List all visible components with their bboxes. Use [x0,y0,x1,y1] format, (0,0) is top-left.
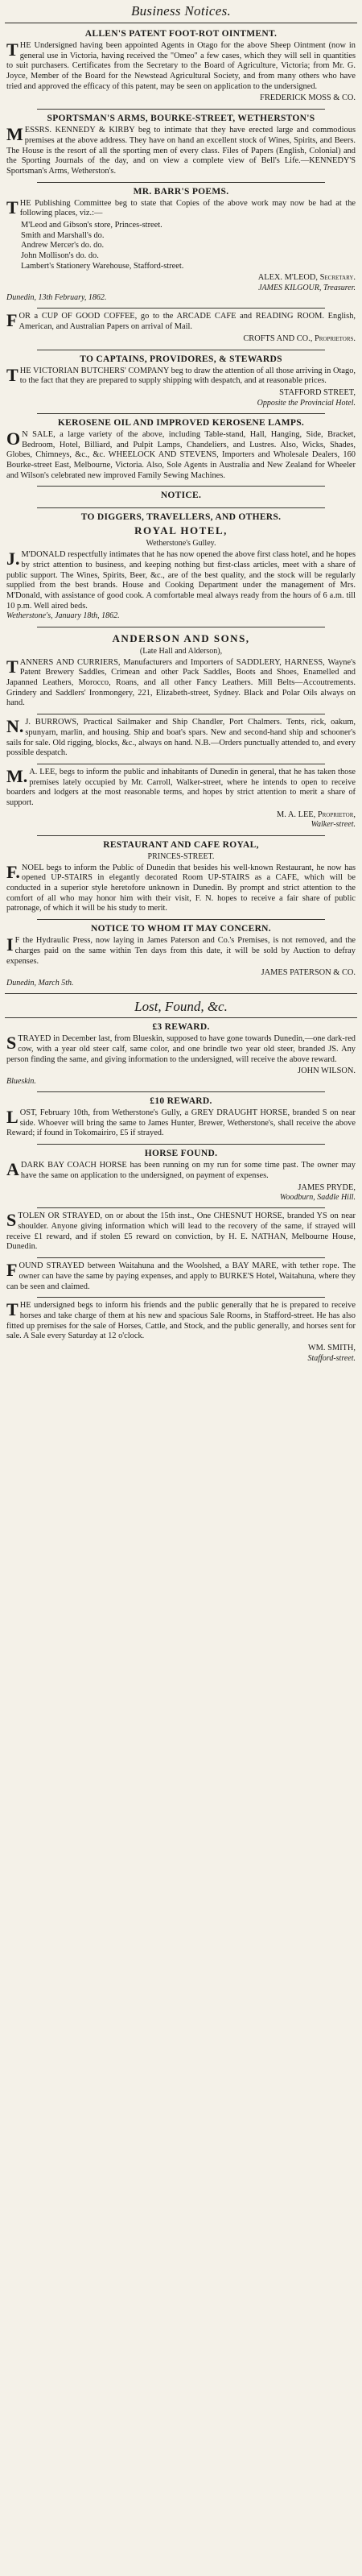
list-item: M'Leod and Gibson's store, Princes-street. [21,220,162,230]
lost-found-header: Lost, Found, &c. [134,999,228,1015]
ad-dateline: Blueskin. [6,1076,36,1086]
ad-heading: £3 REWARD. [152,1022,210,1033]
ad-body: ADARK BAY COACH HORSE has been running on my run for some time past. The owner may have the same on application to the undersigned, on payment of expenses. [6,1159,356,1180]
ad-body: LOST, February 10th, from Wetherstone's Gully, a GREY DRAUGHT HORSE, branded S on near side. Whoever will bring the same to James Hunter, Brewer, Wetherstone's, shall receive the above Reward; if found in Tokomairiro, £5 if strayed. [6,1107,356,1138]
ad-5 [5,352,357,412]
ad-signature: WM. SMITH, [307,1343,356,1352]
section-rule [5,1017,357,1018]
ad-heading: ALLEN'S PATENT FOOT-ROT OINTMENT. [84,29,278,39]
ad-divider [37,1257,325,1258]
ad-heading: £10 REWARD. [150,1096,212,1107]
ad-body: F.NOEL begs to inform the Public of Dunedin that besides his well-known Restaurant, he now has opened UP-STAIRS in elegantly decorated Room UP-STAIRS as a CAFE, which will be conducted in a superior style heretofore unknown in Dunedin. By prompt and strict attention to the comfort of all who may honor him with their visit, F. N. hopes to receive a fair share of public patronage, of which it will be his study to merit. [6,861,356,913]
ad-heading: TO DIGGERS, TRAVELLERS, AND OTHERS. [80,512,282,523]
ad-heading: RESTAURANT AND CAFE ROYAL, [103,839,259,850]
ad-title: ROYAL HOTEL, [134,524,228,537]
ad-9 [5,629,357,712]
ad-7 [5,488,357,506]
ad-2 [5,111,357,180]
ad-signature-line: Woodburn, Saddle Hill. [279,1193,356,1203]
ad-8 [5,510,357,624]
ad-divider [37,1207,325,1208]
ad-divider [37,1297,325,1298]
lost-ad-6 [5,1299,357,1367]
lost-ad-4 [5,1210,357,1256]
ad-divider [37,308,325,309]
ad-body: THE Undersigned having been appointed Agents in Otago for the above Sheep Ointment (now in general use in Victoria, having received the "Omeo" a few cases, which they will sell in quantities to suit purchasers. Certificates from the Secretary to the Board of Agriculture, Victoria; from Mr. G. Joyce, Member of the Board for the Newstead Agricultural Society, and from many others who have tried and approved the efficacy of this patent, may be seen on application to the undersigned. [6,39,356,91]
ad-signature: JAMES PRYDE, [298,1182,356,1192]
ad-heading: HORSE FOUND. [144,1149,218,1159]
ad-subheading: PRINCES-STREET. [147,851,215,861]
ad-3 [5,184,357,307]
ad-heading: KEROSENE OIL AND IMPROVED KEROSENE LAMPS. [57,417,305,428]
ad-body: THE Publishing Committee beg to state that Copies of the above work may now be had at the following places, viz.:— [6,197,356,218]
lost-found-column [5,1020,357,1367]
section-rule [5,993,357,994]
ad-divider [37,507,325,508]
ad-body: STOLEN OR STRAYED, on or about the 15th inst., One CHESNUT HORSE, branded YS on near shoulder. Anyone giving information which will lead to the recovery of the same, if strayed will receive £1 reward, and if stolen £5 reward on conviction, by H. E. NATHAN, Melbourne House, Dunedin. [6,1210,356,1252]
ad-heading: NOTICE. [160,491,202,501]
ad-11 [5,766,357,834]
ad-dateline: Wetherstone's, January 18th, 1862. [6,611,120,621]
list-item: Lambert's Stationery Warehouse, Stafford-street. [21,261,184,271]
ad-body: N.J. BURROWS, Practical Sailmaker and Ship Chandler, Port Chalmers. Tents, rick, oakum, spunyarn, marlin, and housing. Ship and boat's spars. New and second-hand ship and schooner's sails for sale. Old rigging, blocks, &c., always on hand. N.B.—Orders punctually attended to, and every possible despatch. [6,716,356,758]
ad-heading: TO CAPTAINS, PROVIDORES, & STEWARDS [80,354,282,364]
ad-subheading: (Late Hall and Alderson), [139,646,223,656]
ad-divider [37,1144,325,1145]
ad-signature-line: Opposite the Provincial Hotel. [257,398,356,408]
ad-dateline: Dunedin, 13th February, 1862. [6,293,107,303]
ad-divider [37,109,325,110]
list-item: John Mollison's do. do. [21,251,99,261]
ad-12 [5,838,357,918]
ad-4 [5,310,357,347]
ad-signature-line: JAMES KILGOUR, Treasurer. [258,284,356,293]
ad-signature: JOHN WILSON. [298,1066,356,1076]
ad-divider [37,182,325,183]
ad-divider [37,413,325,414]
lost-ad-2 [5,1094,357,1142]
ad-body: ON SALE, a large variety of the above, including Table-stand, Hall, Hanging, Side, Bracket, Bedroom, Hotel, Billiard, and Pulpit Lamps, Chandeliers, and Lustres. Also, Wicks, Shades, Globes, Chimneys, &c., &c. WHEELOCK AND STEVENS, Importers and Wholesale Dealers, 160 Bourke-street East, Melbourne, Victoria. Also, Sole Agents in Australia and New Zealand for Wheeler and Wilson's celebrated new improved Family Sewing Machines. [6,428,356,480]
ad-signature: STAFFORD STREET, [279,387,356,397]
ad-body: IF the Hydraulic Press, now laying in James Paterson and Co.'s Premises, is not removed, and the charges paid on the same within Ten days from this date, it will be sold by Auction to defray expenses. [6,934,356,966]
ad-outlet-list [21,221,356,271]
ad-divider [37,1091,325,1092]
ad-body: J.M'DONALD respectfully intimates that he has now opened the above first class hotel, and he hopes by strict attention to business, and keeping nothing but first-class articles, meet with a share of public support. The Wines, Spirits, Beer, &c., are of the best quality, and the stock will be regularly supplied from the best brands. House and Cooking Department under the management of Mrs. M'Donald, with assistance of good cook. A comfortable meal always ready from the hours of 6 a.m. till 10 p.m. Well aired beds. [6,549,356,611]
ad-divider [37,486,325,487]
ad-title: ANDERSON AND SONS, [112,632,250,644]
ad-signature: M. A. LEE, Proprietor, [277,810,356,819]
lost-ad-1 [5,1020,357,1090]
ad-dateline: Dunedin, March 5th. [6,978,74,988]
ad-body: STRAYED in December last, from Blueskin, supposed to have gone towards Dunedin,—one dark-red cow, with a year old steer calf, same color, and one brindle two year old steer, branded JS. Any person finding the same, and giving information to the undersigned, will receive the above reward. [6,1033,356,1064]
ad-body: THE undersigned begs to inform his friends and the public generally that he is prepared to receive horses and take charge of them at his new and spacious Sale Rooms, in Stafford-street. He has also fitted up premises for the sale of Horses, Cattle, and Stock, and the public generally, and horses sent for sale. A Sale every Saturday at 12 o'clock. [6,1299,356,1341]
ad-signature-line: Stafford-street. [307,1353,356,1363]
ad-signature: ALEX. M'LEOD, Secretary. [257,273,356,283]
ad-body: MESSRS. KENNEDY & KIRBY beg to intimate that they have erected large and commodious premises at the above address. They have on hand an excellent stock of Wines, Spirits, and Beers. The House is the resort of all the sporting men of every class. Files of Papers (English, Colonial) and the Sporting Journals of the day, and on view a complete view of Bell's Life.—KENNEDY'S Sportsman's Arms, Wetherston's. [6,124,356,176]
ad-1 [5,27,357,107]
ad-signature: JAMES PATERSON & CO. [261,968,356,978]
lost-ad-5 [5,1260,357,1295]
ad-heading: MR. BARR'S POEMS. [133,186,229,197]
page-masthead: Business Notices. [130,3,232,19]
ad-divider [37,835,325,836]
ad-signature-line: Walker-street. [311,820,356,830]
list-item: Smith and Marshall's do. [21,230,105,240]
list-item: Andrew Mercer's do. do. [21,241,105,251]
ad-heading: SPORTSMAN'S ARMS, BOURKE-STREET, WETHERSTON'S [47,114,315,124]
ad-body: THE VICTORIAN BUTCHERS' COMPANY beg to draw the attention of all those arriving in Otago, to the fact that they are prepared to supply shipping with despatch, and at reasonable prices. [6,364,356,386]
lost-ad-3 [5,1146,357,1206]
ad-13 [5,921,357,992]
ad-10 [5,716,357,762]
ad-heading: NOTICE TO WHOM IT MAY CONCERN. [91,924,271,934]
ad-body: FOUND STRAYED between Waitahuna and the Woolshed, a BAY MARE, with tether rope. The owner can have the same by paying expenses, and apply to BURKE'S Hotel, Waitahuna, where they can be seen and claimed. [6,1260,356,1291]
ad-signature: CROFTS AND CO., Proprietors. [243,333,356,343]
ad-body: M.A. LEE, begs to inform the public and inhabitants of Dunedin in general, that he has taken those premises lately occupied by Mr. Carroll, Walker-street, where he intends to open to receive boarders and lodgers at the most reasonable terms, and hopes by strict attention to merit a share of support. [6,765,356,807]
ad-body: TANNERS AND CURRIERS, Manufacturers and Importers of SADDLERY, HARNESS, Wayne's Patent Brewery Saddles, Crimean and other Pack Saddles, Boots and Shoes, Enamelled and Japanned Leathers, Morocco, Roans, and all other Fancy Leathers. Mill Belts—Accoutrements. Grindery and Saddlers' Ironmongery, 221, Elizabeth-street, Sydney. Black and Polar Oils always on hand. [6,656,356,708]
ad-body: FOR a CUP OF GOOD COFFEE, go to the ARCADE CAFE and READING ROOM. English, American, and Australian Papers on arrival of Mail. [6,310,356,332]
business-notices-column [5,27,357,992]
ad-subheading: Wetherstone's Gulley. [146,539,216,549]
ad-6 [5,416,357,484]
ad-signature: FREDERICK MOSS & CO. [260,93,356,103]
ad-divider [37,919,325,920]
